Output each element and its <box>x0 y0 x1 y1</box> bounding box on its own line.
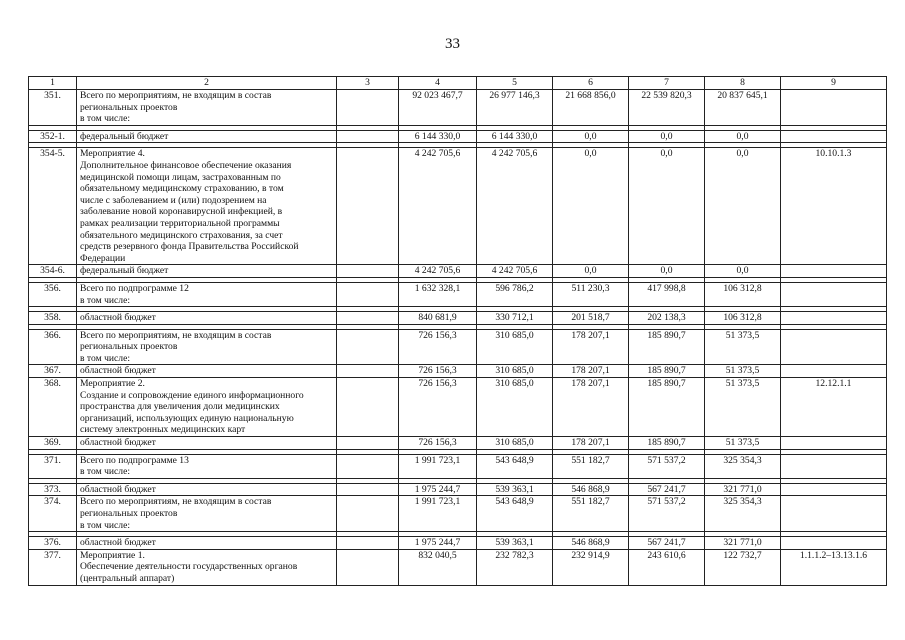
amount-total-cell: 726 156,3 <box>399 437 477 450</box>
amount-cell: 178 207,1 <box>553 437 629 450</box>
table-row <box>29 329 887 365</box>
table-row <box>29 90 887 126</box>
amount-cell: 0,0 <box>705 130 781 143</box>
description-line: в том числе: <box>80 294 131 306</box>
table-row <box>29 537 887 550</box>
column-3-cell <box>337 483 399 496</box>
column-header: 1 <box>29 77 77 90</box>
description-line: пространства для увеличения доли медицинских <box>80 401 280 413</box>
description-line: Всего по мероприятиям, не входящим в состав <box>80 496 272 508</box>
amount-cell: 539 363,1 <box>477 483 553 496</box>
column-3-cell <box>337 537 399 550</box>
description-line: обязательного медицинского страхования, за счет <box>80 229 283 241</box>
row-number-cell: 369. <box>29 437 77 450</box>
amount-cell: 232 782,3 <box>477 549 553 585</box>
description-line: в том числе: <box>80 466 131 478</box>
description-cell <box>77 365 337 378</box>
description-cell <box>77 148 337 265</box>
indicator-code-cell <box>781 265 887 278</box>
amount-cell: 571 537,2 <box>629 454 705 478</box>
row-number-cell: 377. <box>29 549 77 585</box>
amount-cell: 122 732,7 <box>705 549 781 585</box>
amount-cell: 178 207,1 <box>553 329 629 365</box>
description-line: региональных проектов <box>80 508 178 519</box>
row-number-cell: 356. <box>29 282 77 306</box>
column-header: 7 <box>629 77 705 90</box>
column-header: 6 <box>553 77 629 90</box>
description-line: Мероприятие 2. <box>80 378 145 390</box>
amount-cell: 26 977 146,3 <box>477 90 553 126</box>
amount-cell: 310 685,0 <box>477 365 553 378</box>
budget-table <box>28 76 887 586</box>
indicator-code-cell <box>781 90 887 126</box>
amount-cell: 243 610,6 <box>629 549 705 585</box>
amount-cell: 0,0 <box>629 130 705 143</box>
amount-total-cell: 840 681,9 <box>399 312 477 325</box>
description-cell <box>77 437 337 450</box>
description-line: областной бюджет <box>80 483 156 495</box>
amount-cell: 551 182,7 <box>553 496 629 532</box>
description-line: федеральный бюджет <box>80 265 169 277</box>
description-line: областной бюджет <box>80 312 156 324</box>
description-cell <box>77 496 337 532</box>
description-line: заболевание новой коронавирусной инфекцией, в <box>80 206 283 218</box>
amount-cell: 0,0 <box>553 265 629 278</box>
amount-cell: 0,0 <box>629 148 705 265</box>
amount-cell: 325 354,3 <box>705 454 781 478</box>
table-row <box>29 282 887 306</box>
column-header: 8 <box>705 77 781 90</box>
description-line: числе с заболеванием и (или) подозрением на <box>80 194 267 206</box>
amount-total-cell: 726 156,3 <box>399 378 477 437</box>
description-cell <box>77 378 337 437</box>
indicator-code-cell <box>781 312 887 325</box>
column-header: 9 <box>781 77 887 90</box>
amount-cell: 0,0 <box>553 148 629 265</box>
amount-cell: 0,0 <box>553 130 629 143</box>
amount-total-cell: 1 991 723,1 <box>399 454 477 478</box>
amount-cell: 185 890,7 <box>629 378 705 437</box>
row-number-cell: 371. <box>29 454 77 478</box>
indicator-code-cell <box>781 365 887 378</box>
column-3-cell <box>337 90 399 126</box>
description-line: Федерации <box>80 252 126 264</box>
amount-cell: 201 518,7 <box>553 312 629 325</box>
column-3-cell <box>337 148 399 265</box>
indicator-code-cell <box>781 282 887 306</box>
indicator-code-cell <box>781 454 887 478</box>
amount-cell: 178 207,1 <box>553 378 629 437</box>
amount-cell: 567 241,7 <box>629 537 705 550</box>
amount-cell: 4 242 705,6 <box>477 148 553 265</box>
amount-cell: 185 890,7 <box>629 329 705 365</box>
description-line: в том числе: <box>80 519 131 531</box>
description-cell <box>77 454 337 478</box>
table-row <box>29 549 887 585</box>
description-line: рамках реализации территориальной программы <box>80 217 280 229</box>
table-row <box>29 312 887 325</box>
column-3-cell <box>337 378 399 437</box>
amount-cell: 21 668 856,0 <box>553 90 629 126</box>
amount-total-cell: 1 975 244,7 <box>399 483 477 496</box>
description-line: Дополнительное финансовое обеспечение оказания <box>80 159 292 171</box>
indicator-code-cell: 1.1.1.2–13.13.1.6 <box>781 549 887 585</box>
row-number-cell: 358. <box>29 312 77 325</box>
description-cell <box>77 130 337 143</box>
table-row <box>29 130 887 143</box>
row-number-cell: 373. <box>29 483 77 496</box>
column-3-cell <box>337 437 399 450</box>
amount-cell: 20 837 645,1 <box>705 90 781 126</box>
row-number-cell: 374. <box>29 496 77 532</box>
amount-cell: 232 914,9 <box>553 549 629 585</box>
amount-total-cell: 1 632 328,1 <box>399 282 477 306</box>
column-3-cell <box>337 329 399 365</box>
column-3-cell <box>337 549 399 585</box>
amount-cell: 567 241,7 <box>629 483 705 496</box>
row-number-cell: 376. <box>29 537 77 550</box>
amount-cell: 51 373,5 <box>705 365 781 378</box>
amount-total-cell: 1 975 244,7 <box>399 537 477 550</box>
amount-total-cell: 6 144 330,0 <box>399 130 477 143</box>
amount-total-cell: 832 040,5 <box>399 549 477 585</box>
amount-cell: 22 539 820,3 <box>629 90 705 126</box>
table-row <box>29 437 887 450</box>
description-line: организаций, использующих единую национальную <box>80 412 294 424</box>
indicator-code-cell <box>781 329 887 365</box>
description-line: средств резервного фонда Правительства Российской <box>80 241 299 253</box>
description-line: областной бюджет <box>80 437 156 449</box>
amount-cell: 0,0 <box>629 265 705 278</box>
amount-cell: 185 890,7 <box>629 437 705 450</box>
amount-cell: 543 648,9 <box>477 454 553 478</box>
amount-cell: 539 363,1 <box>477 537 553 550</box>
amount-cell: 546 868,9 <box>553 537 629 550</box>
amount-cell: 106 312,8 <box>705 312 781 325</box>
amount-cell: 543 648,9 <box>477 496 553 532</box>
amount-cell: 0,0 <box>705 148 781 265</box>
amount-cell: 310 685,0 <box>477 378 553 437</box>
indicator-code-cell: 12.12.1.1 <box>781 378 887 437</box>
amount-cell: 178 207,1 <box>553 365 629 378</box>
amount-cell: 330 712,1 <box>477 312 553 325</box>
amount-cell: 596 786,2 <box>477 282 553 306</box>
description-line: Всего по мероприятиям, не входящим в состав <box>80 329 272 341</box>
amount-cell: 51 373,5 <box>705 378 781 437</box>
column-header: 2 <box>77 77 337 90</box>
description-line: Всего по подпрограмме 13 <box>80 454 189 466</box>
amount-total-cell: 726 156,3 <box>399 365 477 378</box>
amount-cell: 310 685,0 <box>477 329 553 365</box>
column-header: 5 <box>477 77 553 90</box>
amount-cell: 4 242 705,6 <box>477 265 553 278</box>
description-cell <box>77 282 337 306</box>
column-3-cell <box>337 265 399 278</box>
table-row <box>29 365 887 378</box>
table-body <box>29 90 887 586</box>
amount-cell: 51 373,5 <box>705 437 781 450</box>
page-number: 33 <box>445 36 460 52</box>
amount-total-cell: 726 156,3 <box>399 329 477 365</box>
description-line: региональных проектов <box>80 101 178 113</box>
description-cell <box>77 90 337 126</box>
description-line: Обеспечение деятельности государственных органов <box>80 561 298 573</box>
amount-cell: 546 868,9 <box>553 483 629 496</box>
amount-cell: 325 354,3 <box>705 496 781 532</box>
column-3-cell <box>337 454 399 478</box>
row-number-cell: 354-6. <box>29 265 77 278</box>
description-line: Создание и сопровождение единого информационного <box>80 389 304 401</box>
description-cell <box>77 537 337 550</box>
amount-cell: 6 144 330,0 <box>477 130 553 143</box>
column-3-cell <box>337 312 399 325</box>
amount-total-cell: 4 242 705,6 <box>399 265 477 278</box>
description-cell <box>77 329 337 365</box>
row-number-cell: 352-1. <box>29 130 77 143</box>
amount-cell: 185 890,7 <box>629 365 705 378</box>
amount-cell: 551 182,7 <box>553 454 629 478</box>
description-line: Всего по мероприятиям, не входящим в состав <box>80 90 272 101</box>
table-row <box>29 378 887 437</box>
row-number-cell: 351. <box>29 90 77 126</box>
amount-cell: 106 312,8 <box>705 282 781 306</box>
table-row <box>29 265 887 278</box>
amount-cell: 321 771,0 <box>705 537 781 550</box>
description-line: Всего по подпрограмме 12 <box>80 282 189 294</box>
indicator-code-cell <box>781 437 887 450</box>
amount-cell: 571 537,2 <box>629 496 705 532</box>
description-cell <box>77 265 337 278</box>
amount-cell: 511 230,3 <box>553 282 629 306</box>
amount-total-cell: 4 242 705,6 <box>399 148 477 265</box>
description-line: систему электронных медицинских карт <box>80 424 246 436</box>
amount-total-cell: 1 991 723,1 <box>399 496 477 532</box>
column-3-cell <box>337 282 399 306</box>
amount-cell: 51 373,5 <box>705 329 781 365</box>
column-header: 3 <box>337 77 399 90</box>
amount-cell: 417 998,8 <box>629 282 705 306</box>
description-line: (центральный аппарат) <box>80 572 175 584</box>
row-number-cell: 367. <box>29 365 77 378</box>
table-row <box>29 148 887 265</box>
table-row <box>29 496 887 532</box>
description-cell <box>77 312 337 325</box>
description-line: в том числе: <box>80 352 131 364</box>
amount-cell: 310 685,0 <box>477 437 553 450</box>
description-cell <box>77 483 337 496</box>
description-line: медицинской помощи лицам, застрахованным по <box>80 171 281 183</box>
indicator-code-cell <box>781 130 887 143</box>
description-line: Мероприятие 4. <box>80 148 145 160</box>
amount-total-cell: 92 023 467,7 <box>399 90 477 126</box>
column-header: 4 <box>399 77 477 90</box>
description-line: федеральный бюджет <box>80 130 169 142</box>
column-3-cell <box>337 365 399 378</box>
description-cell <box>77 549 337 585</box>
header-row <box>29 77 887 90</box>
description-line: Мероприятие 1. <box>80 549 145 561</box>
indicator-code-cell <box>781 483 887 496</box>
table-row <box>29 454 887 478</box>
row-number-cell: 368. <box>29 378 77 437</box>
amount-cell: 202 138,3 <box>629 312 705 325</box>
column-3-cell <box>337 130 399 143</box>
description-line: в том числе: <box>80 113 131 125</box>
indicator-code-cell: 10.10.1.3 <box>781 148 887 265</box>
amount-cell: 321 771,0 <box>705 483 781 496</box>
description-line: региональных проектов <box>80 341 178 353</box>
row-number-cell: 366. <box>29 329 77 365</box>
amount-cell: 0,0 <box>705 265 781 278</box>
indicator-code-cell <box>781 496 887 532</box>
column-3-cell <box>337 496 399 532</box>
description-line: областной бюджет <box>80 365 156 377</box>
description-line: обязательному медицинскому страхованию, в том <box>80 183 284 195</box>
table-row <box>29 483 887 496</box>
row-number-cell: 354-5. <box>29 148 77 265</box>
description-line: областной бюджет <box>80 537 156 549</box>
indicator-code-cell <box>781 537 887 550</box>
